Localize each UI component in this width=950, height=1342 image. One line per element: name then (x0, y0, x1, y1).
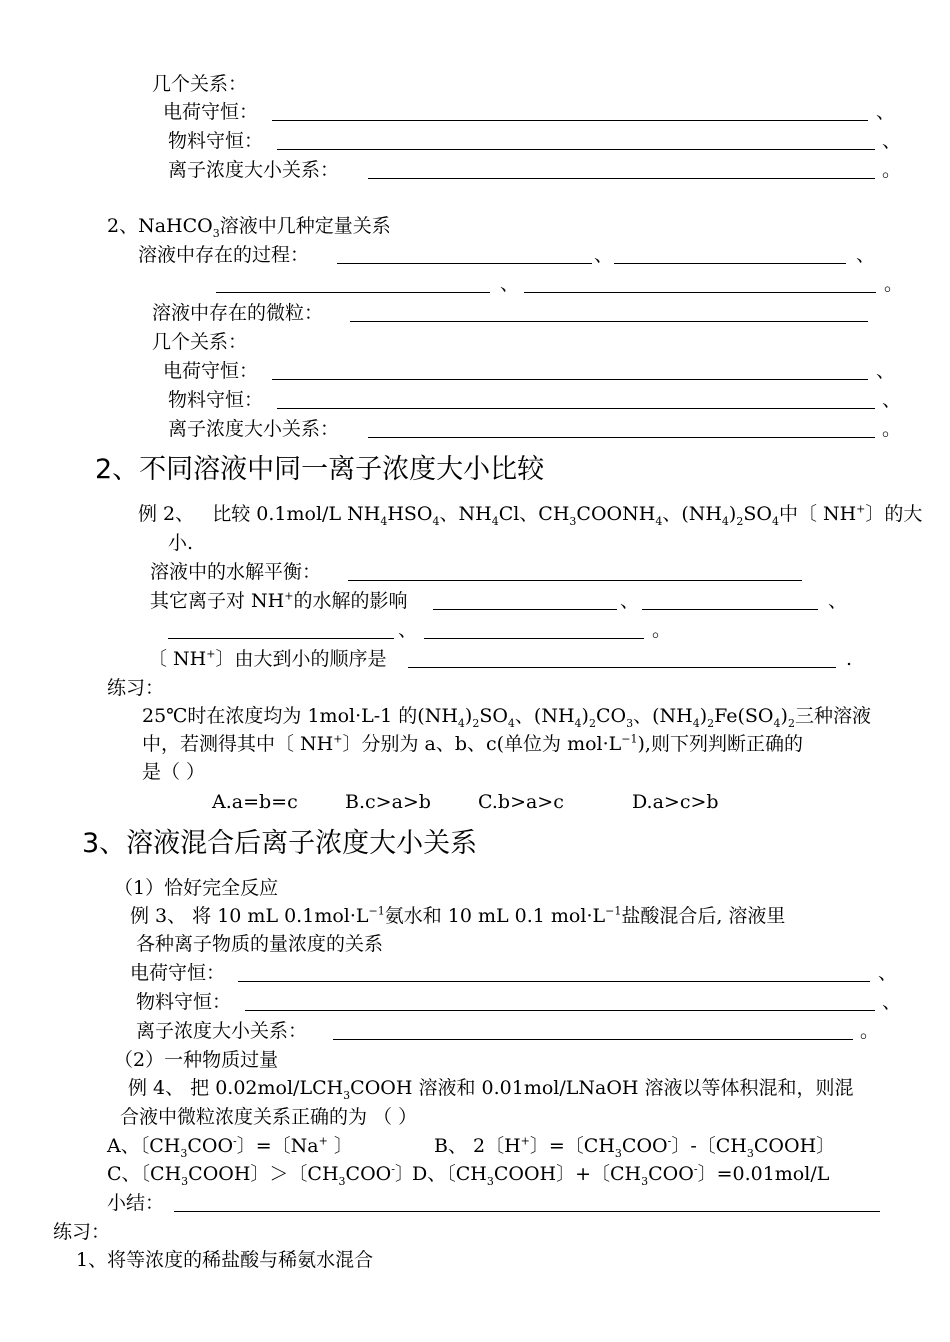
option-c[interactable]: C、〔$CH_3COOH$〕＞〔$CH_3COO^-$〕 (107, 1162, 414, 1188)
subsection-1: （1）恰好完全反应 (114, 877, 279, 899)
punct: 、 (878, 962, 898, 984)
answer-blank[interactable] (216, 292, 490, 293)
punct: 。 (882, 418, 902, 440)
option-a[interactable]: A.a=b=c (212, 791, 298, 813)
punct: 、 (856, 244, 876, 266)
particles-label: 溶液中存在的微粒： (152, 302, 324, 324)
practice-question-1: 1、将等浓度的稀盐酸与稀氨水混合 (76, 1249, 374, 1271)
example-4-line-2: 合液中微粒浓度关系正确的为 （ ） (120, 1106, 418, 1128)
answer-blank[interactable] (245, 1010, 875, 1011)
answer-blank[interactable] (272, 120, 868, 121)
answer-blank[interactable] (174, 1211, 880, 1212)
punct: 、 (876, 101, 896, 123)
answer-blank[interactable] (368, 437, 875, 438)
punct: 、 (882, 991, 902, 1013)
answer-blank[interactable] (408, 667, 836, 668)
punct: . (846, 648, 853, 670)
process-label: 溶液中存在的过程： (138, 244, 310, 266)
answer-blank[interactable] (524, 292, 876, 293)
nahco3-title: 2、NaHCO$_3$溶液中几种定量关系 (107, 215, 391, 240)
material-conservation-label: 物料守恒： (136, 991, 232, 1013)
influence-label: 其它离子对 NH+的水解的影响 (150, 589, 408, 612)
answer-blank[interactable] (642, 609, 818, 610)
answer-blank[interactable] (368, 178, 875, 179)
order-label: 〔 NH+〕由大到小的顺序是 (148, 647, 387, 670)
punct: 、 (594, 244, 614, 266)
charge-conservation-label: 电荷守恒： (163, 360, 259, 382)
practice-label: 练习： (107, 677, 165, 699)
option-b[interactable]: B.c>a>b (345, 791, 431, 813)
ion-order-label: 离子浓度大小关系： (168, 159, 340, 181)
answer-blank[interactable] (238, 981, 870, 982)
answer-blank[interactable] (333, 1039, 853, 1040)
material-conservation-label: 物料守恒： (168, 389, 264, 411)
practice-label: 练习： (53, 1221, 111, 1243)
relations-label: 几个关系： (152, 331, 248, 353)
punct: 。 (882, 159, 902, 181)
practice-line-1: 25℃时在浓度均为 1mol·L-1 的$(NH_4)_2SO_4$、$(NH_4)_2CO_3$、$(NH_4)_2Fe(SO_4)_2$三种溶液 (142, 705, 871, 730)
answer-blank[interactable] (168, 638, 394, 639)
relations-label: 几个关系： (152, 73, 248, 95)
answer-blank[interactable] (277, 149, 875, 150)
option-d[interactable]: D.a>c>b (632, 791, 719, 813)
punct: 、 (398, 619, 418, 641)
answer-blank[interactable] (272, 379, 868, 380)
section-2-heading: 2、不同溶液中同一离子浓度大小比较 (95, 454, 545, 485)
ion-order-label: 离子浓度大小关系： (136, 1020, 308, 1042)
answer-blank[interactable] (433, 609, 617, 610)
punct: 、 (828, 590, 848, 612)
answer-blank[interactable] (277, 408, 875, 409)
subsection-2: （2）一种物质过量 (114, 1049, 279, 1071)
punct: 。 (884, 273, 904, 295)
punct: 。 (652, 619, 672, 641)
hydrolysis-label: 溶液中的水解平衡： (150, 561, 322, 583)
option-d[interactable]: D、〔$CH_3COOH$〕+〔$CH_3COO^-$〕=0.01mol/L (412, 1162, 830, 1188)
option-a[interactable]: A、〔$CH_3COO^-$〕=〔Na+ 〕 (107, 1134, 353, 1160)
punct: 。 (860, 1020, 880, 1042)
example-2-line-2: 小. (168, 532, 194, 554)
answer-blank[interactable] (350, 321, 868, 322)
answer-blank[interactable] (348, 580, 802, 581)
charge-conservation-label: 电荷守恒： (130, 962, 226, 984)
section-3-heading: 3、溶液混合后离子浓度大小关系 (82, 828, 478, 859)
practice-line-2: 中，若测得其中〔 NH+〕分别为 a、b、c(单位为 $mol\cdot L^{-1}$),则下列判断正确的 (142, 732, 803, 755)
option-c[interactable]: C.b>a>c (478, 791, 564, 813)
punct: 、 (882, 389, 902, 411)
example-2-line-1: 例 2、 比较 0.1mol/L $NH_4HSO_4$、$NH_4Cl$、$CH_3COONH_4$、$(NH_4)_2SO_4$中〔 NH+〕的大 (138, 502, 923, 528)
example-3-line-1: 例 3、 将 10 mL $0.1mol\cdot L^{-1}$氨水和 10 mL 0.1 $mol\cdot L^{-1}$盐酸混合后, 溶液里 (130, 904, 786, 927)
punct: 、 (620, 590, 640, 612)
example-3-line-2: 各种离子物质的量浓度的关系 (136, 933, 384, 955)
punct: 、 (500, 273, 520, 295)
summary-label: 小结： (107, 1192, 165, 1214)
answer-blank[interactable] (424, 638, 644, 639)
practice-line-3: 是（ ） (142, 761, 206, 783)
ion-order-label: 离子浓度大小关系： (168, 418, 340, 440)
charge-conservation-label: 电荷守恒： (163, 101, 259, 123)
answer-blank[interactable] (614, 263, 846, 264)
material-conservation-label: 物料守恒： (168, 130, 264, 152)
example-4-line-1: 例 4、 把 $0.02mol/LCH_3COOH$ 溶液和 0.01mol/LNaOH 溶液以等体积混和，则混 (128, 1077, 854, 1102)
answer-blank[interactable] (337, 263, 592, 264)
punct: 、 (876, 360, 896, 382)
punct: 、 (882, 130, 902, 152)
option-b[interactable]: B、 2〔H+〕=〔$CH_3COO^-$〕-〔$CH_3COOH$〕 (434, 1134, 836, 1160)
